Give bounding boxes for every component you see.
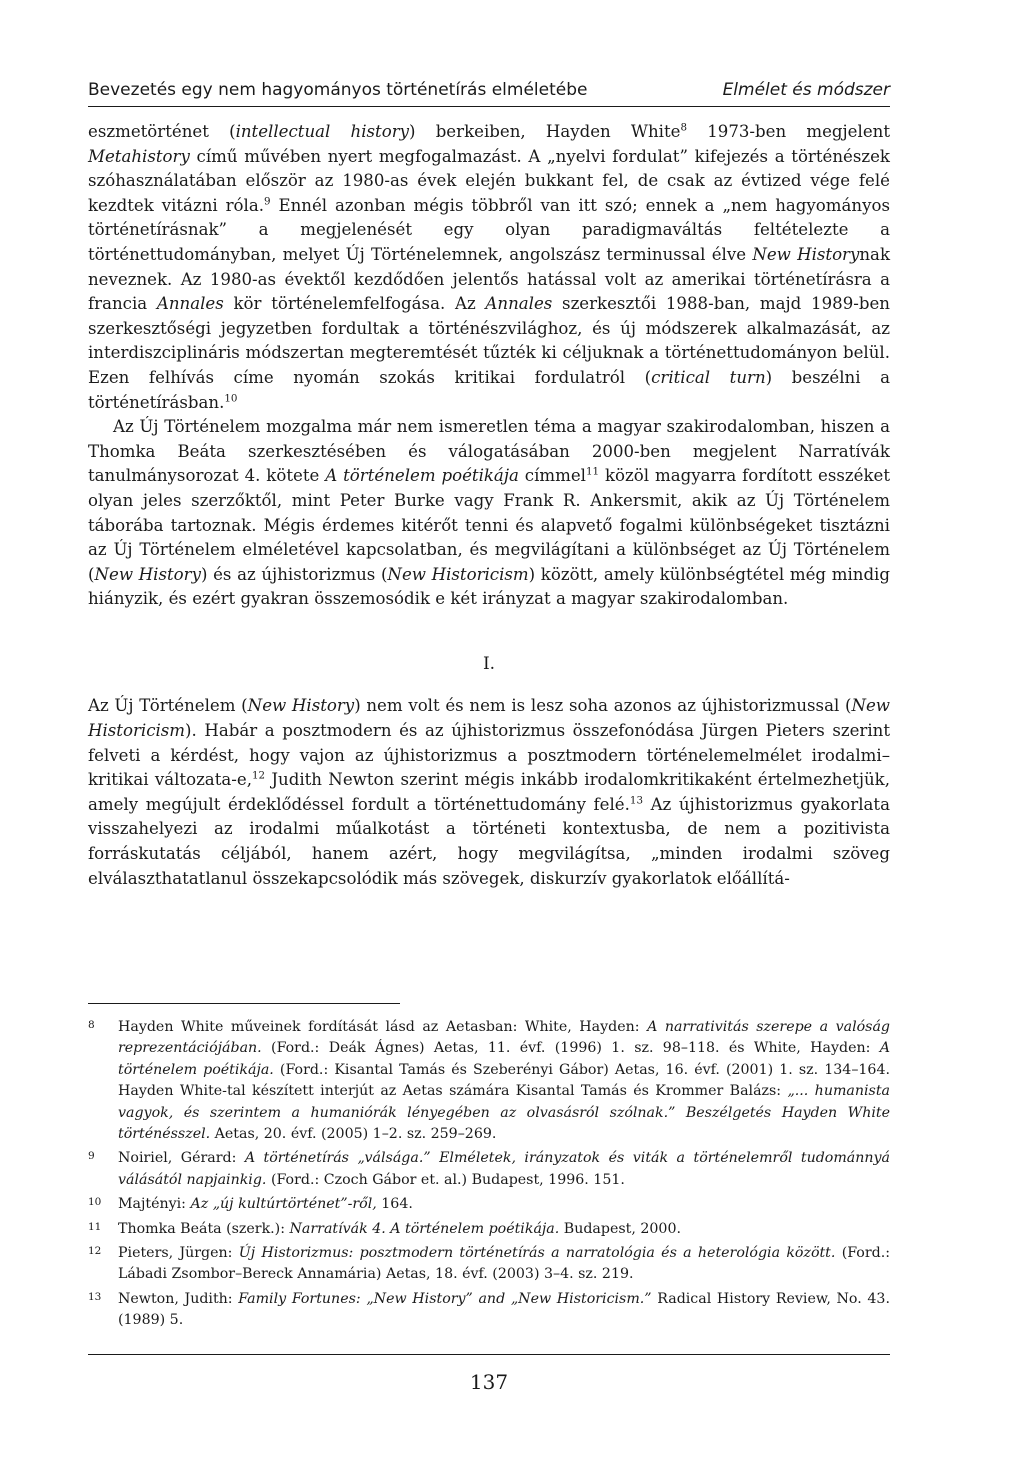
text-run: címmel	[518, 466, 586, 486]
section-heading: I.	[482, 653, 496, 674]
running-head	[88, 80, 890, 100]
footnotes	[88, 1017, 890, 1335]
footnote	[88, 1017, 890, 1145]
italic-text: New Historicism	[387, 564, 529, 584]
text-run: Radical History Review, No. 43. (1989) 5.	[118, 1290, 890, 1329]
footnote-number: 9	[88, 1150, 95, 1163]
text-run: 164.	[376, 1196, 413, 1213]
footnote-text	[118, 1243, 890, 1286]
body-text	[88, 120, 890, 891]
text-run: Noiriel, Gérard:	[118, 1150, 245, 1167]
text-run: Newton, Judith:	[118, 1290, 239, 1307]
footnote-ref: 8	[680, 121, 687, 134]
italic-text: Új Historizmus: posztmodern történetírás a narratológia és a heterológia között.	[238, 1245, 836, 1262]
italic-text: Annales	[485, 294, 553, 314]
text-run: Az újhistorizmus gyakorlata visszahelyezi az irodalmi műalkotást a történeti kontextusba, de nem a pozitivista forráskutatás céljából, hanem azért, hogy megvilágítsa, „minden irodalmi szöveg elválaszthatatlanul összekapcsolódik más szövegek, diskurzív gyakorlatok előállítá-	[88, 794, 890, 888]
footnote-text	[118, 1289, 890, 1332]
footnote	[88, 1194, 890, 1215]
footnote-ref: 12	[251, 769, 266, 782]
footnote	[88, 1148, 890, 1191]
text-run: ) és az újhistorizmus (	[200, 564, 388, 584]
text-run: című művében nyert megfogalmazást. A „nyelvi fordulat” kifejezés a történészek szóhasználatában először az 1980-as évek elején bukkant fel, de csak az évtized vége felé kezdtek vitázni róla.	[88, 146, 890, 215]
text-run: szerkesztői 1988-ban, majd 1989-ben szerkesztőségi jegyzetben fordultak a történészvilághoz, és új módszerek alkalmazását, az interdiszciplináris módszertan megteremtését tűzték ki céljuknak a történettudományon belül. Ezen felhívás címe nyomán szokás kritikai fordulatról (	[88, 294, 890, 387]
footnote-text	[118, 1219, 890, 1240]
footnote	[88, 1243, 890, 1286]
text-run: kör történelemfelfogása. Az	[223, 294, 486, 314]
text-run: nak neveznek. Az 1980-as évektől kezdődően jelentős hatással volt az amerikai történetírásra a francia	[88, 244, 891, 314]
italic-text: New History	[94, 564, 201, 584]
footnote-text	[118, 1194, 890, 1215]
footnote-number: 8	[88, 1019, 95, 1031]
running-head-title: Bevezetés egy nem hagyományos történetírás elméletébe	[88, 80, 588, 100]
running-head-section: Elmélet és módszer	[722, 80, 890, 100]
italic-text: A történetírás „válsága.” Elméletek, irányzatok és viták a történelemről tudománnyá válásától napjainkig.	[118, 1150, 890, 1188]
footnote-number: 12	[88, 1245, 102, 1258]
italic-text: „... humanista vagyok, és szerintem a humaniórák lényegében az olvasásról szólnak.” Beszélgetés Hayden White történésszel.	[118, 1083, 890, 1143]
text-run: Az Új Történelem (	[88, 696, 248, 716]
footnote-number: 13	[88, 1290, 102, 1303]
text-run: eszmetörténet (	[88, 122, 236, 141]
text-run: Pieters, Jürgen:	[118, 1245, 239, 1262]
italic-text: critical turn	[651, 367, 766, 387]
footnote-number: 10	[88, 1196, 102, 1209]
page-number: 137	[469, 1370, 509, 1394]
text-run: Hayden White műveinek fordítását lásd az Aetasban: White, Hayden:	[118, 1019, 648, 1035]
text-run: ) beszélni a történetírásban.	[88, 367, 890, 412]
italic-text: A történelem poétikája	[325, 466, 519, 486]
text-run: Az Új Történelem mozgalma már nem ismeretlen téma a magyar szakirodalomban, hiszen a Thomka Beáta szerkesztésében és válogatásában 2000-ben megjelent Narratívák tanulmánysorozat 4. kötete	[88, 417, 890, 486]
italic-text: Az „új kultúrtörténet”-ről,	[190, 1196, 377, 1213]
text-run: Ennél azonban mégis többről van itt szó; ennek a „nem hagyományos történetírásnak” a megjelenését egy olyan paradigmaváltás feltételezte a történettudományban, melyet Új Történelemnek, angolszász terminussal élve	[88, 195, 890, 264]
text-run: Budapest, 2000.	[559, 1220, 681, 1237]
italic-text: Family Fortunes: „New History” and „New Historicism.”	[238, 1290, 652, 1307]
footer-rule	[88, 1354, 890, 1355]
text-run: Aetas, 20. évf. (2005) 1–2. sz. 259–269.	[210, 1126, 497, 1143]
italic-text: New History	[752, 244, 860, 264]
footnote-ref: 11	[585, 465, 600, 478]
text-run: ) nem volt és nem is lesz soha azonos az újhistorizmussal (	[354, 696, 852, 716]
paragraph-1	[88, 120, 890, 415]
text-run: ) berkeiben, Hayden White	[409, 122, 681, 141]
text-run: 1973-ben megjelent	[687, 122, 890, 141]
footnote-ref: 13	[629, 794, 643, 807]
text-run: (Ford.: Kisantal Tamás és Szeberényi Gábor) Aetas, 16. évf. (2001) 1. sz. 134–164. Hayden White-tal készített interjút az Aetas számára Kisantal Tamás és Krommer Balázs:	[118, 1061, 890, 1100]
footnote-ref: 9	[264, 195, 271, 208]
text-run: ). Habár a posztmodern és az újhistorizmus összefonódása Jürgen Pieters szerint felveti a kérdést, hogy vajon az újhistorizmus a posztmodern történelemelmélet irodalmi–kritikai változata-e,	[88, 721, 890, 790]
paragraph-2	[88, 415, 890, 612]
italic-text: Narratívák 4. A történelem poétikája.	[289, 1220, 560, 1237]
header-rule	[88, 106, 890, 107]
footnote-text	[118, 1017, 890, 1145]
text-run: Thomka Beáta (szerk.):	[118, 1220, 290, 1237]
text-run: Judith Newton szerint mégis inkább irodalomkritikaként értelmezhetjük, amely megújult érdeklődéssel fordult a történettudomány felé.	[88, 770, 890, 814]
footnote-number: 11	[88, 1220, 102, 1233]
footnote	[88, 1219, 890, 1240]
paragraph-3	[88, 694, 890, 891]
italic-text: A történelem poétikája.	[118, 1040, 890, 1078]
text-run: Majtényi:	[118, 1196, 191, 1213]
italic-text: Metahistory	[88, 146, 190, 166]
italic-text: Annales	[156, 294, 224, 314]
text-run: ) között, amely különbségtétel még mindig hiányzik, és ezért gyakran összemosódik e két irányzat a magyar szakirodalomban.	[88, 564, 890, 609]
text-run: (Ford.: Deák Ágnes) Aetas, 11. évf. (1996) 1. sz. 98–118. és White, Hayden:	[261, 1040, 880, 1057]
footnote-ref: 10	[224, 392, 238, 404]
italic-text: New Historicism	[88, 696, 891, 741]
italic-text: intellectual history	[235, 122, 410, 141]
italic-text: New History	[247, 696, 355, 716]
footnote	[88, 1289, 890, 1332]
text-run: közöl magyarra fordított esszéket olyan jeles szerzőktől, mint Peter Burke vagy Frank R. Ankersmit, akik az Új Történelem táborába tartoznak. Mégis érdemes kitérőt tenni és alapvető fogalmi különbségeket tisztázni az Új Történelem elméletével kapcsolatban, és megvilágítani a különbséget az Új Történelem (	[88, 466, 890, 584]
text-run: (Ford.: Lábadi Zsombor–Bereck Annamária) Aetas, 18. évf. (2003) 3–4. sz. 219.	[118, 1245, 891, 1283]
footnote-separator	[88, 1003, 400, 1004]
footnote-text	[118, 1148, 890, 1191]
italic-text: A narrativitás szerepe a valóság reprezentációjában.	[118, 1019, 890, 1057]
text-run: (Ford.: Czoch Gábor et. al.) Budapest, 1996. 151.	[266, 1171, 625, 1188]
